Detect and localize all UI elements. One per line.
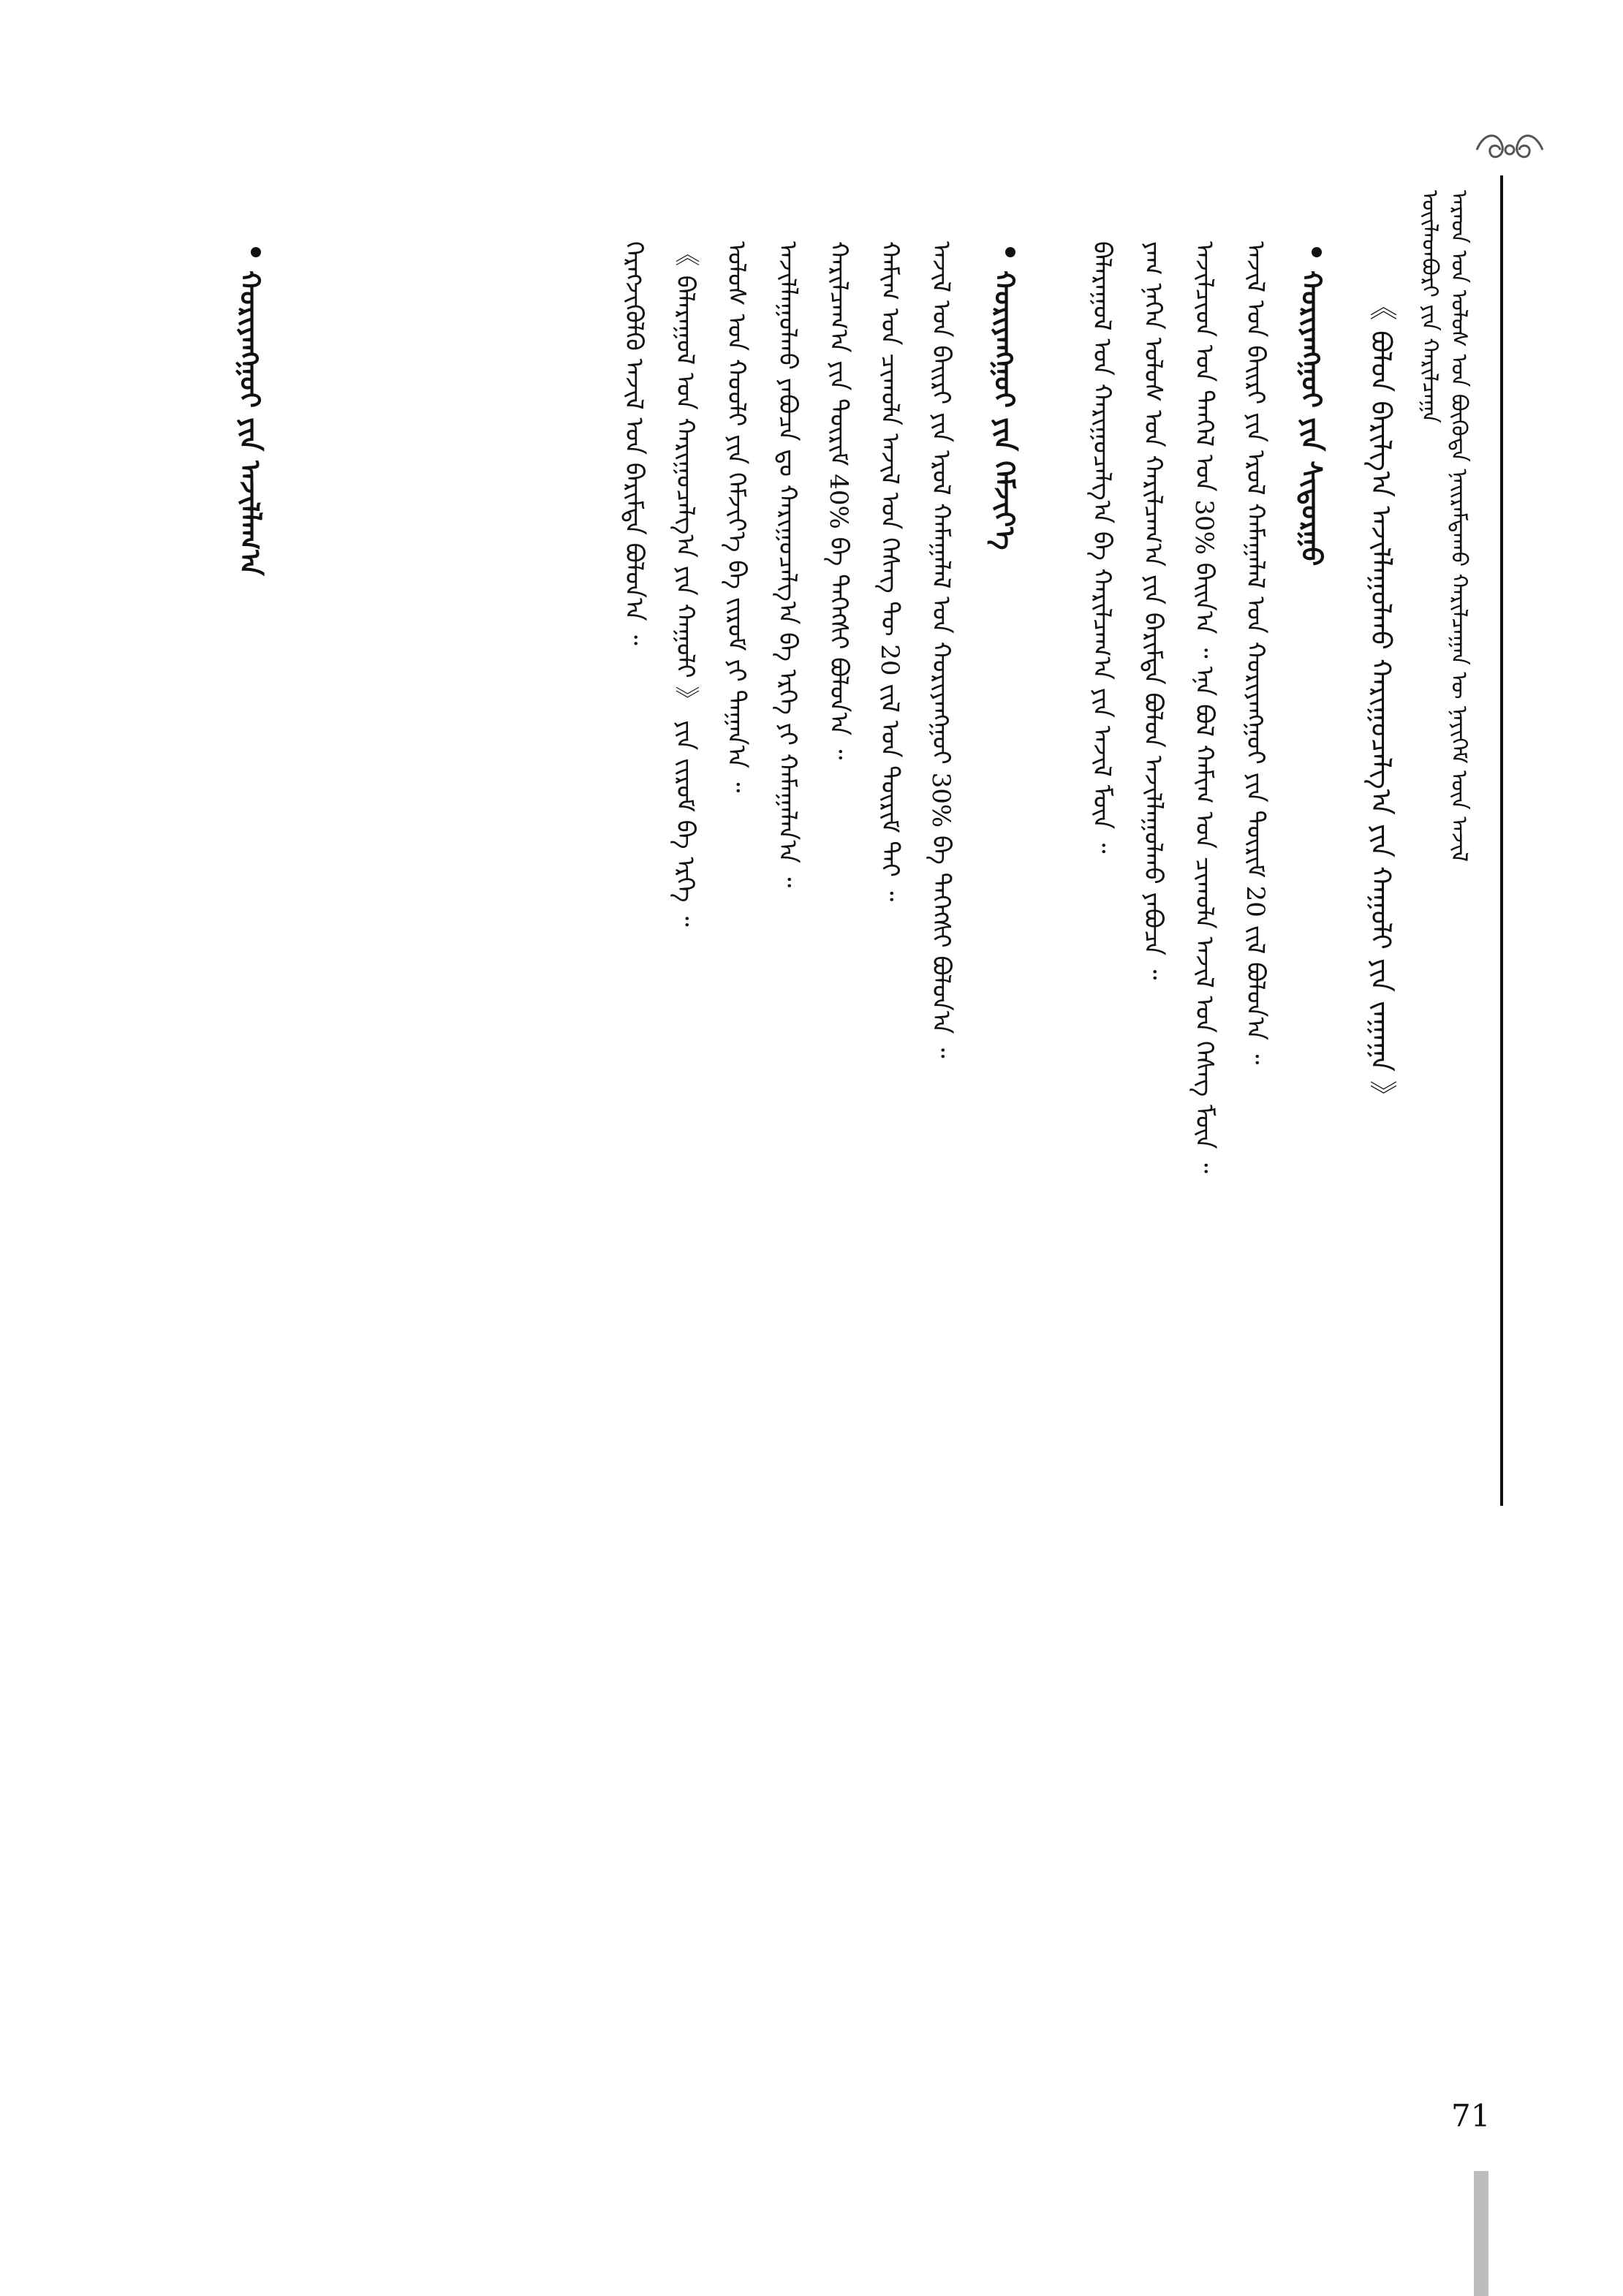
page-title: 《 ᠪᠣᠯᠣᠨ ᠪᠠᠷᠢᠯᠭ᠎ᠠ ᠠᠵᠢᠯᠯᠠᠭᠤᠯᠬᠤ ᠬᠠᠷᠢᠭᠤᠴᠠᠯᠭ᠎ᠠ ᠶᠢᠨ ᠬᠠᠭᠤᠯᠢ ᠶᠢᠨ ᠵᠠᠭᠠᠭᠠ 》 bbox=[1365, 292, 1397, 1110]
section-2-bullet bbox=[1005, 247, 1015, 257]
header-ornament-icon bbox=[1469, 124, 1550, 175]
section-2-para-4: ᠠᠵᠢᠯᠯᠠᠭᠤᠯᠬᠤ ᠶᠠᠪᠤᠴᠠ ᠳᠤ ᠬᠠᠷᠢᠭᠤᠴᠠᠯᠭ᠎ᠠ ᠪᠠ ᠡᠷᠬᠡ ᠶᠢ ᠬᠠᠮᠠᠭᠠᠯᠠᠨ᠎ᠠ ᠃ bbox=[773, 241, 802, 888]
section-1-heading: ᠬᠤᠷᠢᠶᠠᠩᠭᠤᠢ ᠶᠢᠨ ᠰᠢᠳᠤᠷᠭᠤ bbox=[1295, 270, 1328, 567]
header-line-1: ᠠᠷᠠᠳ ᠤᠨ ᠤᠯᠤᠰ ᠤᠨ ᠪᠦᠭᠦᠳᠡ ᠨᠠᠢᠷᠠᠮᠳᠠᠬᠤ ᠬᠠᠷᠢᠯᠴᠠᠭᠠᠨ ᠦ ᠨᠡᠶᠢᠭᠡᠮ ᠦᠨ ᠠᠵᠢᠯ bbox=[1446, 190, 1472, 862]
section-1-para-1: ᠠᠵᠢᠯ ᠤᠨ ᠪᠠᠢᠷᠢ ᠶᠢᠨ ᠡᠷᠦᠯ ᠬᠠᠮᠠᠭᠠᠯᠠᠯ ᠤᠨ ᠬᠤᠷᠢᠶᠠᠩᠭᠤᠢ ᠶᠢᠨ ᠳᠦᠷᠢᠮ 20 ᠵᠢᠯ ᠪᠣᠯᠤᠨ᠎ᠠ ᠃ bbox=[1241, 241, 1270, 1065]
page-number: 71 bbox=[1451, 2098, 1491, 2134]
section-2-para-7: ᠬᠡᠷᠡᠭᠵᠢᠭᠦᠯᠬᠦ ᠠᠵᠢᠯ ᠤᠨ ᠪᠠᠷᠢᠮᠲᠠ ᠪᠣᠯᠤᠨ᠎ᠠ ᠃ bbox=[619, 241, 648, 645]
section-1-para-4: ᠪᠠᠯᠠᠷᠠᠭᠤᠯ ᠤᠨ ᠬᠠᠷᠢᠭᠤᠴᠠᠯᠭ᠎ᠠ ᠪᠠ ᠬᠠᠷᠢᠯᠴᠠᠭ᠎ᠠ ᠶᠢᠨ ᠠᠵᠢᠯ ᠮᠥᠨ ᠃ bbox=[1087, 241, 1116, 854]
section-1-para-3: ᠶᠠᠭ ᠨᠡᠭᠡᠨ ᠤᠯᠤᠰ ᠤᠨ ᠬᠠᠷᠢᠯᠴᠠᠭ᠎ᠠ ᠶᠢᠨ ᠪᠠᠷᠢᠮᠲᠠ ᠪᠣᠯᠤᠨ ᠠᠵᠢᠯᠯᠠᠭᠤᠯᠬᠤ ᠶᠠᠪᠤᠴᠠ ᠃ bbox=[1138, 241, 1168, 980]
section-2-para-5: ᠤᠯᠤᠰ ᠤᠨ ᠬᠤᠤᠯᠢ ᠶᠢᠨ ᠬᠡᠮᠵᠢᠶ᠎ᠡ ᠪᠠ ᠵᠢᠷᠤᠮ ᠶᠢ ᠳᠠᠭᠠᠨ᠎ᠠ ᠃ bbox=[722, 241, 751, 793]
header-rule bbox=[1500, 175, 1503, 1506]
section-2-heading: ᠬᠤᠷᠢᠶᠠᠩᠭᠤᠢ ᠶᠢᠨ ᠬᠡᠮᠵᠢᠶ᠎ᠡ bbox=[988, 270, 1021, 550]
section-2-para-1: ᠠᠵᠢᠯ ᠤᠨ ᠪᠠᠢᠷᠢ ᠶᠢᠨ ᠡᠷᠦᠯ ᠬᠠᠮᠠᠭᠠᠯᠠᠯ ᠤᠨ ᠬᠤᠷᠢᠶᠠᠩᠭᠤᠢ 30% ᠪᠠ ᠳᠡᠭᠡᠭᠰᠢ ᠪᠣᠯᠤᠨ᠎ᠠ ᠃ bbox=[926, 241, 956, 1058]
header-line-2: ᠦᠢᠯᠡᠳᠪᠦᠷᠢ ᠶᠢᠨ ᠬᠠᠷᠢᠯᠴᠠᠭᠠ bbox=[1417, 190, 1442, 423]
section-2-para-3: ᠬᠠᠷᠢᠯᠴᠠᠭ᠎ᠠ ᠶᠢᠨ ᠳᠦᠷᠢᠮ 40% ᠪᠠ ᠳᠡᠭᠡᠭᠰᠢ ᠪᠣᠯᠤᠨ᠎ᠠ ᠃ bbox=[824, 241, 853, 760]
section-2-para-2: ᠬᠠᠮᠢᠭ ᠤᠨ ᠴᠢᠬᠤᠯᠠ ᠠᠵᠢᠯ ᠤᠨ ᠬᠡᠰᠡᠭ ᠲᠦ 20 ᠵᠢᠯ ᠤᠨ ᠳᠦᠷᠢᠮ ᠲᠠᠢ ᠃ bbox=[875, 241, 904, 902]
section-1-para-2: ᠠᠵᠢᠯᠴᠢᠳ ᠤᠨ ᠲᠡᠨᠭᠡᠯ ᠤᠨ 30% ᠪᠠᠢᠨ᠎ᠠ ᠃ ᠡᠨᠡ ᠪᠣᠯ ᠬᠠᠮᠢᠭ ᠤᠨ ᠴᠢᠬᠤᠯᠠ ᠠᠵᠢᠯ ᠤᠨ ᠬᠡᠰᠡᠭ ᠮᠥᠨ ᠃ bbox=[1189, 241, 1219, 1174]
page-edge-marker bbox=[1474, 2171, 1488, 2296]
section-3-bullet bbox=[251, 247, 261, 257]
section-3-heading: ᠬᠤᠷᠢᠶᠠᠩᠭᠤᠢ ᠶᠢᠨ ᠠᠵᠢᠯᠯᠠᠭ᠎ᠠ bbox=[234, 270, 267, 576]
section-2-para-6: 《 ᠪᠠᠯᠠᠷᠠᠭᠤᠯ ᠤᠨ ᠬᠠᠷᠢᠭᠤᠴᠠᠯᠭ᠎ᠠ ᠶᠢᠨ ᠬᠠᠭᠤᠯᠢ 》 ᠶᠢᠨ ᠵᠢᠷᠤᠮ ᠪᠠ ᠡᠷᠬᠡ ᠃ bbox=[670, 241, 700, 927]
section-1-bullet bbox=[1312, 247, 1322, 257]
